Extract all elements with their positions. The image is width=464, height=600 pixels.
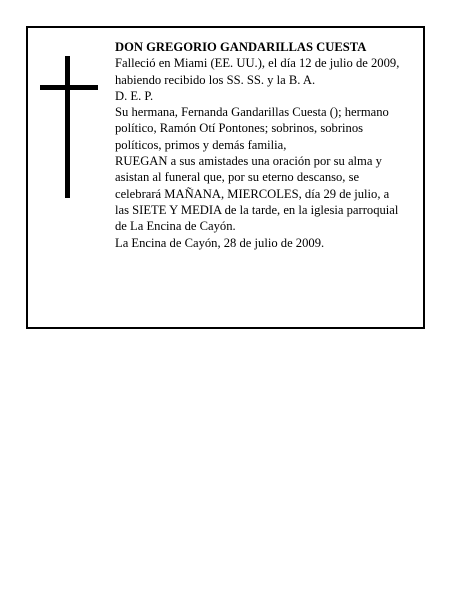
rip-line: D. E. P.: [115, 88, 154, 103]
deceased-name: DON GREGORIO GANDARILLAS CUESTA: [115, 40, 367, 54]
notice-text: [115, 39, 405, 251]
cross-icon: [40, 56, 98, 198]
death-line: Falleció en Miami (EE. UU.), el día 12 de julio de 2009,: [115, 56, 400, 71]
funeral-request-paragraph: RUEGAN a sus amistades una oración por su alma y asistan al funeral que, por su eterno descanso, se celebrará MAÑANA, MIERCOLES, día 29 de julio, a las SIETE Y MEDIA de la tarde, en la iglesia parroquial de La Encina de Cayón.: [115, 154, 399, 234]
obituary-notice: [26, 26, 425, 329]
sacraments-line: habiendo recibido los SS. SS. y la B. A.: [115, 72, 316, 87]
family-paragraph: Su hermana, Fernanda Gandarillas Cuesta (); hermano político, Ramón Otí Pontones; sobrinos, sobrinos políticos, primos y demás familia,: [115, 105, 389, 152]
cross-horizontal-bar: [40, 85, 98, 90]
place-date-line: La Encina de Cayón, 28 de julio de 2009.: [115, 235, 325, 250]
cross-vertical-bar: [65, 56, 70, 198]
